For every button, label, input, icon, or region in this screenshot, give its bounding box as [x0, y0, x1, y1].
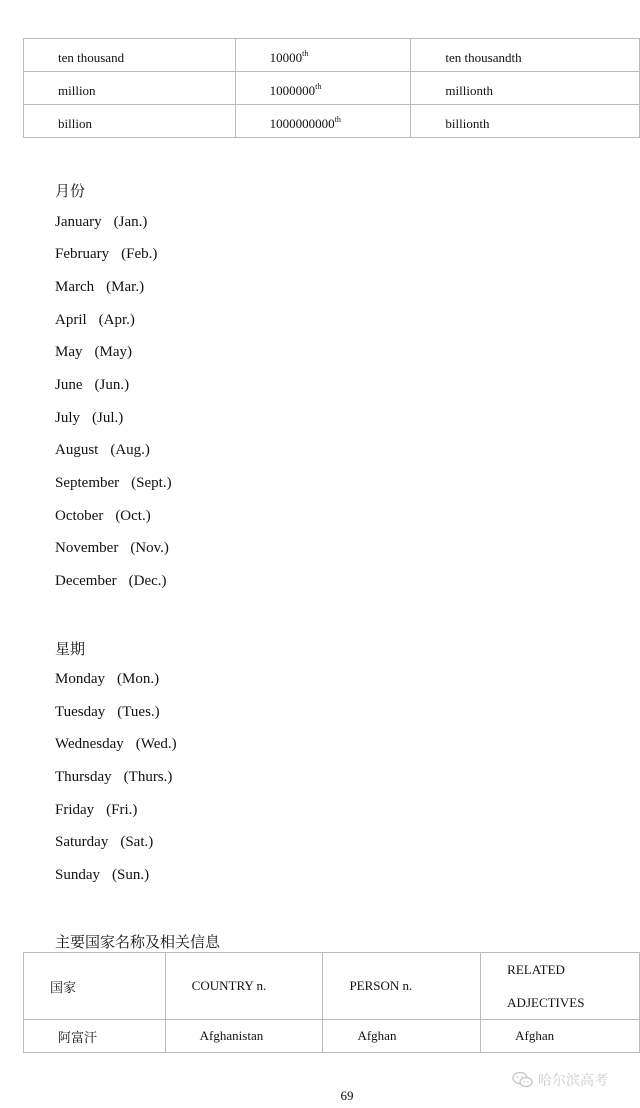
- header-cell: 国家: [24, 953, 166, 1020]
- cardinal-cell: ten thousand: [24, 39, 236, 72]
- month-abbr: (May): [94, 344, 132, 360]
- numbers-table: [23, 38, 640, 138]
- month-abbr: (Aug.): [110, 442, 150, 458]
- month-item: [55, 442, 150, 459]
- cardinal-cell: million: [24, 72, 236, 105]
- person-cell: Afghan: [323, 1020, 481, 1053]
- month-name: October: [55, 508, 104, 524]
- weekday-item: [55, 834, 153, 851]
- cardinal-cell: billion: [24, 105, 236, 138]
- weekday-name: Friday: [55, 802, 95, 818]
- weekday-name: Thursday: [55, 769, 112, 785]
- countries-table: [23, 952, 640, 1053]
- month-name: September: [55, 475, 120, 491]
- header-cell: RELATED ADJECTIVES: [481, 953, 640, 1020]
- month-abbr: (Dec.): [128, 573, 167, 589]
- month-abbr: (Oct.): [115, 508, 151, 524]
- header-cell: PERSON n.: [323, 953, 481, 1020]
- month-item: [55, 540, 169, 557]
- months-heading: 月份: [55, 184, 86, 200]
- month-name: May: [55, 344, 83, 360]
- month-name: June: [55, 377, 83, 393]
- month-name: April: [55, 312, 87, 328]
- weekday-abbr: (Wed.): [135, 736, 177, 752]
- month-name: March: [55, 279, 95, 295]
- weekday-item: [55, 736, 177, 753]
- weekday-item: [55, 769, 172, 786]
- weekday-abbr: (Thurs.): [123, 769, 173, 785]
- month-name: December: [55, 573, 117, 589]
- weekday-name: Tuesday: [55, 704, 106, 720]
- watermark-text: 哈尔滨高考: [538, 1073, 608, 1089]
- month-name: July: [55, 410, 81, 426]
- month-item: [55, 312, 135, 329]
- weekday-item: [55, 704, 160, 721]
- weekday-item: [55, 867, 149, 884]
- weekday-name: Monday: [55, 671, 105, 687]
- country-cell: Afghanistan: [165, 1020, 323, 1053]
- month-name: August: [55, 442, 99, 458]
- month-abbr: (Apr.): [98, 312, 135, 328]
- month-abbr: (Nov.): [130, 540, 169, 556]
- header-cell: COUNTRY n.: [165, 953, 323, 1020]
- month-abbr: (Jul.): [92, 410, 124, 426]
- adjective-cell: Afghan: [481, 1020, 640, 1053]
- weekday-abbr: (Tues.): [117, 704, 160, 720]
- month-name: January: [55, 214, 102, 230]
- month-abbr: (Feb.): [121, 246, 158, 262]
- weekday-item: [55, 671, 159, 688]
- month-abbr: (Mar.): [106, 279, 145, 295]
- month-item: [55, 573, 167, 590]
- month-abbr: (Jan.): [113, 214, 148, 230]
- page-number: 69: [340, 1088, 354, 1103]
- weekday-name: Saturday: [55, 834, 109, 850]
- ordinal-cell: billionth: [411, 105, 640, 138]
- month-item: [55, 377, 129, 394]
- weekday-item: [55, 802, 137, 819]
- month-item: [55, 214, 147, 231]
- table-header-row: [24, 953, 640, 1020]
- table-row: [24, 39, 640, 72]
- chinese-name-cell: 阿富汗: [24, 1020, 166, 1053]
- weekday-name: Sunday: [55, 867, 100, 883]
- month-item: [55, 410, 123, 427]
- month-abbr: (Sept.): [131, 475, 172, 491]
- month-item: [55, 279, 144, 296]
- wechat-icon: [512, 1071, 534, 1089]
- month-abbr: (Jun.): [94, 377, 130, 393]
- month-item: [55, 246, 157, 263]
- month-name: February: [55, 246, 110, 262]
- weekday-abbr: (Mon.): [117, 671, 160, 687]
- weekday-name: Wednesday: [55, 736, 124, 752]
- weekday-abbr: (Fri.): [106, 802, 138, 818]
- month-item: [55, 344, 132, 361]
- weekdays-heading: 星期: [55, 642, 86, 658]
- ordinal-cell: ten thousandth: [411, 39, 640, 72]
- watermark: [512, 1070, 608, 1090]
- table-row: [24, 105, 640, 138]
- month-item: [55, 475, 172, 492]
- month-name: November: [55, 540, 119, 556]
- table-row: [24, 72, 640, 105]
- number-cell: 1000000000th: [235, 105, 411, 138]
- number-cell: 10000th: [235, 39, 411, 72]
- ordinal-cell: millionth: [411, 72, 640, 105]
- month-item: [55, 508, 151, 525]
- countries-heading: 主要国家名称及相关信息: [55, 935, 221, 951]
- weekday-abbr: (Sat.): [120, 834, 154, 850]
- table-row: [24, 1020, 640, 1053]
- number-cell: 1000000th: [235, 72, 411, 105]
- weekday-abbr: (Sun.): [112, 867, 150, 883]
